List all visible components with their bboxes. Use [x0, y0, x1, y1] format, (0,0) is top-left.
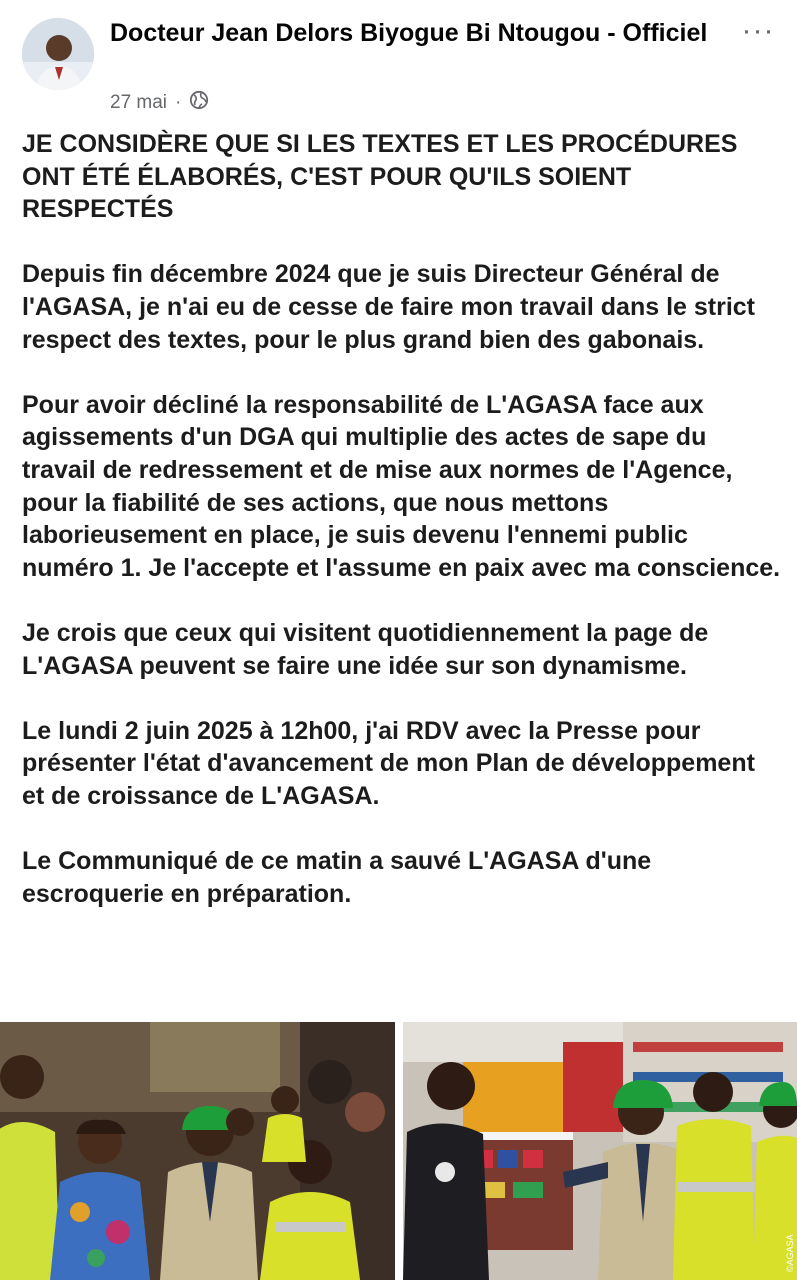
post-meta: [110, 90, 209, 116]
globe-icon: [189, 90, 209, 116]
post-header: [0, 0, 797, 120]
more-options-icon[interactable]: ···: [741, 14, 775, 47]
photo-supermarket-inspection[interactable]: [403, 1022, 797, 1280]
post-paragraph: Pour avoir décliné la responsabilité de L'AGASA face aux agissements d'un DGA qui multiplie des actes de sape du travail de redressement et de mise aux normes de l'Agence, pour la fiabilité de ses actions, que nous mettons laborieusement en place, je suis devenu l'ennemi public numéro 1. Je l'accepte et l'assume en paix avec ma conscience.: [22, 390, 781, 582]
author-avatar[interactable]: [22, 18, 94, 90]
photo-market-inspection[interactable]: [0, 1022, 395, 1280]
photo-watermark: ©AGASA: [785, 1234, 795, 1272]
author-name[interactable]: Docteur Jean Delors Biyogue Bi Ntougou - Officiel: [110, 19, 708, 47]
post-paragraph: Le lundi 2 juin 2025 à 12h00, j'ai RDV avec la Presse pour présenter l'état d'avancement de mon Plan de développement et de croissance de L'AGASA.: [22, 716, 755, 810]
post-date[interactable]: 27 mai: [110, 92, 168, 113]
post-paragraph: Je crois que ceux qui visitent quotidiennement la page de L'AGASA peuvent se faire une idée sur son dynamisme.: [22, 618, 709, 680]
post-body: [22, 128, 782, 943]
photo-grid: [0, 1022, 797, 1280]
post-paragraph: JE CONSIDÈRE QUE SI LES TEXTES ET LES PROCÉDURES ONT ÉTÉ ÉLABORÉS, C'EST POUR QU'ILS SOIENT RESPECTÉS: [22, 130, 738, 224]
meta-separator: ·: [175, 92, 182, 113]
post-paragraph: Le Communiqué de ce matin a sauvé L'AGASA d'une escroquerie en préparation.: [22, 847, 652, 908]
post-paragraph: Depuis fin décembre 2024 que je suis Directeur Général de l'AGASA, je n'ai eu de cesse de faire mon travail dans le strict respect des textes, pour le plus grand bien des gabonais.: [22, 260, 755, 354]
